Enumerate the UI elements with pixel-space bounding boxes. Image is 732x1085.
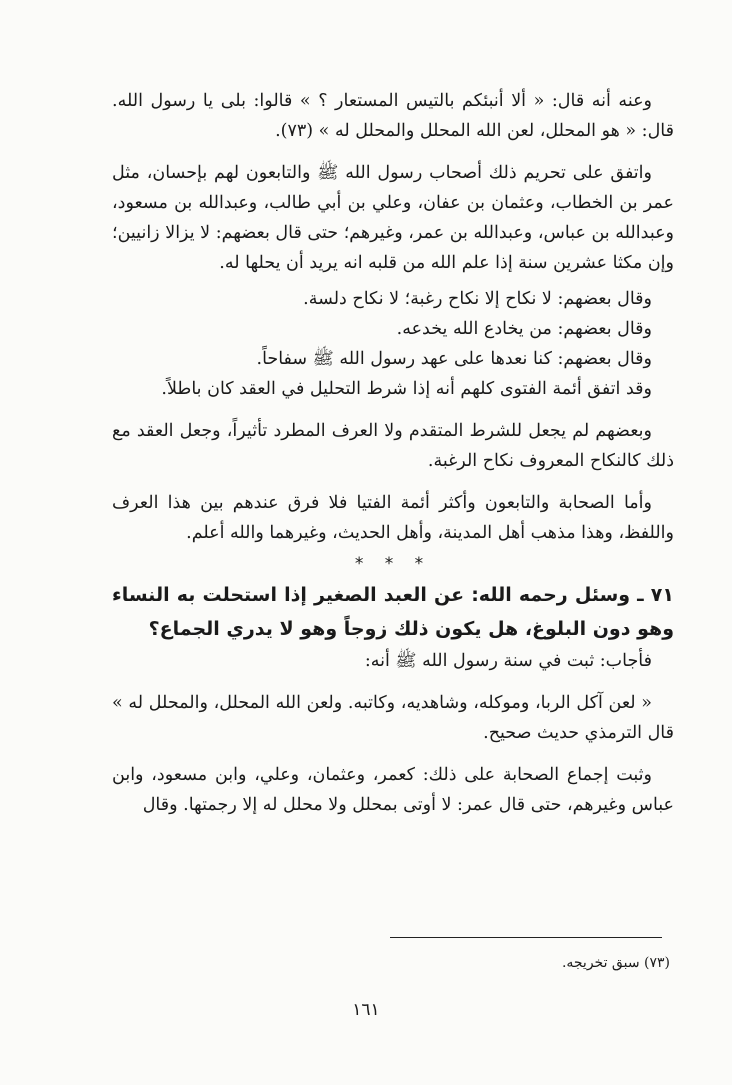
- answer-ijma: وثبت إجماع الصحابة على ذلك: كعمر، وعثمان، وعلي، وابن مسعود، وابن عباس وغيرهم، حتى قال عمر: لا أوتى بمحلل ولا محلل له إلا رجمتها. وقال: [112, 765, 674, 815]
- section-separator: * * *: [354, 554, 432, 574]
- paragraph-urf-lafz: وأما الصحابة والتابعون وأكثر أئمة الفتيا فلا فرق عندهم بين هذا العرف واللفظ، وهذا مذهب أهل المدينة، وأهل الحديث، وغيرهما والله أعلم.: [112, 493, 674, 543]
- answer-intro: فأجاب: ثبت في سنة رسول الله ﷺ أنه:: [364, 651, 652, 671]
- paragraph-sahaba-agreement: واتفق على تحريم ذلك أصحاب رسول الله ﷺ والتابعون لهم بإحسان، مثل عمر بن الخطاب، وعثمان بن عفان، وعلي بن أبي طالب، وعبدالله بن مسعود، وعبدالله بن عباس، وعبدالله بن عمر، وغيرهم؛ حتى قال بعضهم: لا يزالا زانيين؛ وإن مكثا عشرين سنة إذا علم الله من قلبه انه يريد أن يحلها له.: [112, 163, 674, 273]
- paragraph-hadith-tays: وعنه أنه قال: « ألا أنبئكم بالتيس المستعار ؟ » قالوا: بلى يا رسول الله. قال: « هو المحلل، لعن الله المحلل والمحلل له » (٧٣).: [112, 91, 674, 141]
- paragraph-sifah: وقال بعضهم: كنا نعدها على عهد رسول الله ﷺ سفاحاً.: [256, 349, 652, 369]
- paragraph-no-nikah-dalsa: وقال بعضهم: لا نكاح إلا نكاح رغبة؛ لا نكاح دلسة.: [303, 289, 652, 309]
- paragraph-fatwa-imams: وقد اتفق أئمة الفتوى كلهم أنه إذا شرط التحليل في العقد كان باطلاً.: [161, 379, 652, 399]
- question-heading: ٧١ ـ وسئل رحمه الله: عن العبد الصغير إذا استحلت به النساء وهو دون البلوغ، هل يكون ذلك زوجاً وهو لا يدري الجماع؟: [112, 584, 674, 640]
- footnote-divider: [390, 937, 662, 938]
- paragraph-shart-mutaqaddim: وبعضهم لم يجعل للشرط المتقدم ولا العرف المطرد تأثيراً، وجعل العقد مع ذلك كالنكاح المعروف نكاح الرغبة.: [112, 421, 674, 471]
- paragraph-yukhadi-allah: وقال بعضهم: من يخادع الله يخدعه.: [396, 319, 652, 339]
- page-number: ١٦١: [352, 1000, 380, 1020]
- answer-hadith-riba: « لعن آكل الربا، وموكله، وشاهديه، وكاتبه. ولعن الله المحلل، والمحلل له » قال الترمذي حديث صحيح.: [112, 693, 674, 743]
- footnote: (٧٣) سبق تخريجه.: [561, 955, 670, 971]
- page-body: [112, 86, 674, 820]
